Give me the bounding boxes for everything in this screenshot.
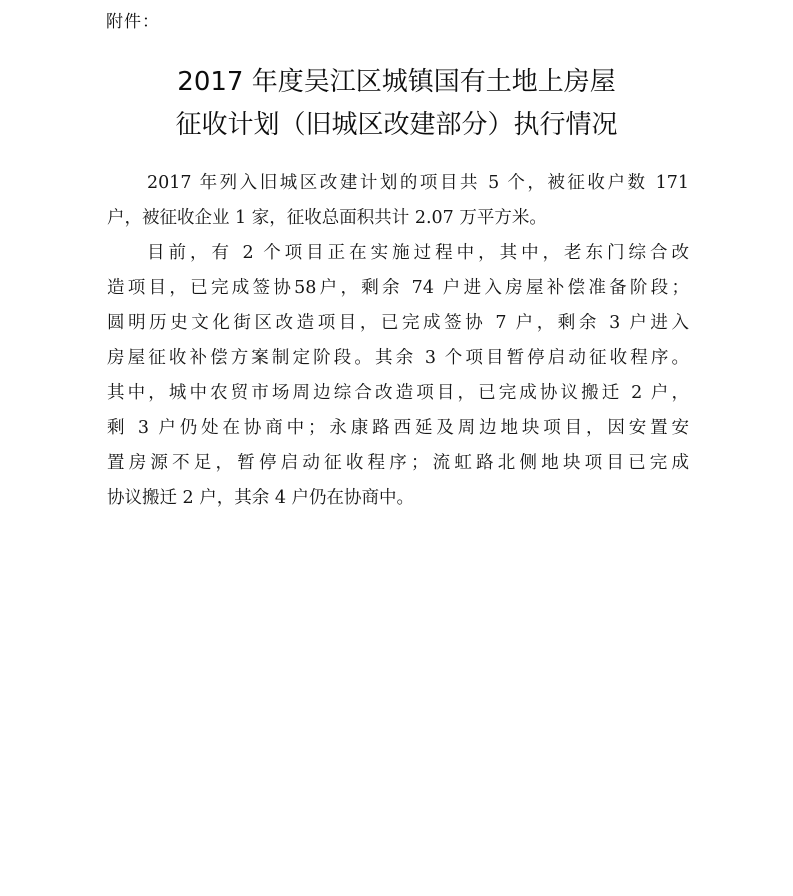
paragraph-line: 协议搬迁 2 户，其余 4 户仍在协商中。 <box>107 488 415 508</box>
document-title <box>0 61 793 147</box>
paragraph-progress <box>107 236 689 516</box>
title-line-1: 2017 年度吴江区城镇国有土地上房屋 <box>177 67 616 98</box>
paragraph-line: 其中，城中农贸市场周边综合改造项目，已完成协议搬迁 2 户， <box>107 383 689 403</box>
paragraph-line: 圆明历史文化街区改造项目，已完成签协 7 户，剩余 3 户进入 <box>107 313 689 333</box>
paragraph-line: 置房源不足，暂停启动征收程序；流虹路北侧地块项目已完成 <box>107 453 689 473</box>
paragraph-line: 房屋征收补偿方案制定阶段。其余 3 个项目暂停启动征收程序。 <box>107 348 689 368</box>
paragraph-line: 剩 3 户仍处在协商中；永康路西延及周边地块项目，因安置安 <box>107 418 689 438</box>
document-body <box>107 166 689 516</box>
paragraph-line: 2017 年列入旧城区改建计划的项目共 5 个，被征收户数 171 <box>147 173 689 193</box>
attachment-label: 附件： <box>106 12 160 32</box>
paragraph-line: 目前，有 2 个项目正在实施过程中，其中，老东门综合改 <box>147 243 689 263</box>
paragraph-summary <box>107 166 689 236</box>
paragraph-line: 造项目，已完成签协58户，剩余 74 户进入房屋补偿准备阶段； <box>107 278 689 298</box>
title-line-2: 征收计划（旧城区改建部分）执行情况 <box>175 110 618 141</box>
paragraph-line: 户，被征收企业 1 家，征收总面积共计 2.07 万平方米。 <box>107 208 547 228</box>
